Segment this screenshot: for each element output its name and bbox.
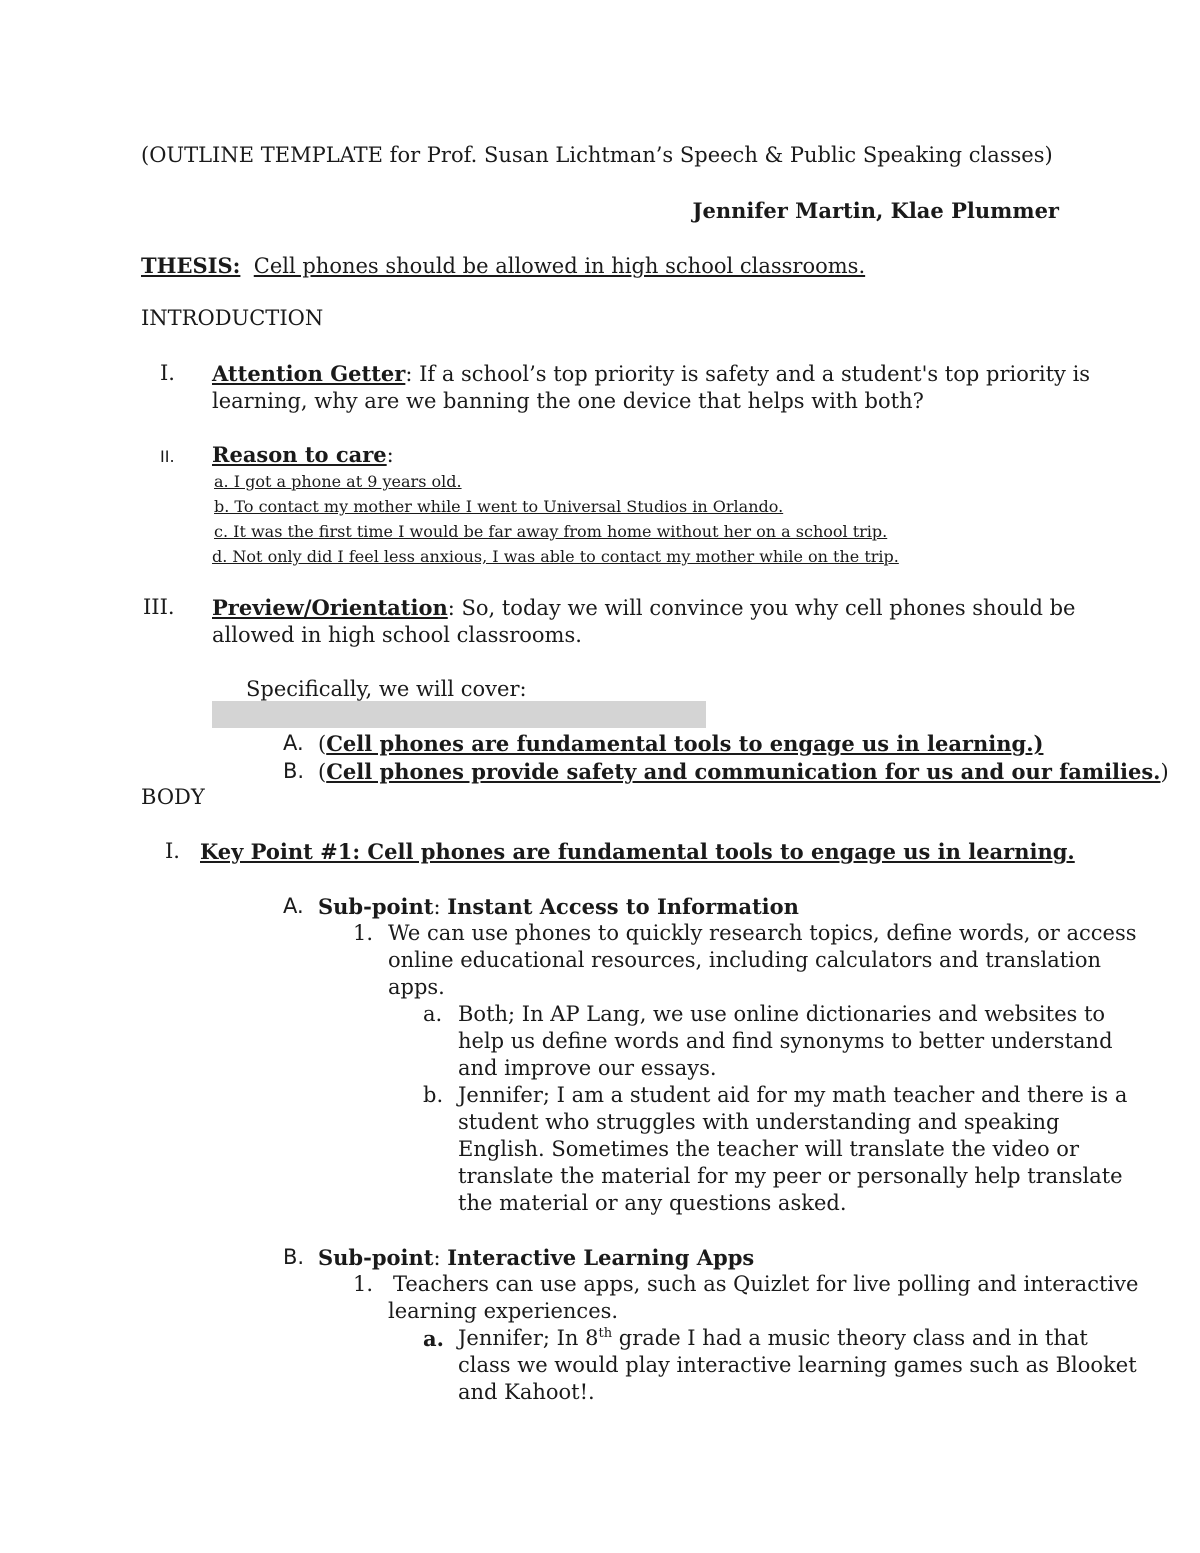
attention-label: Attention Getter <box>212 361 406 386</box>
sub-b-a-post: grade I had a music theory class and in that <box>612 1326 1088 1350</box>
preview-point-text: Cell phones are fundamental tools to engage us in learning.) <box>326 731 1044 756</box>
preview-line-1 <box>212 594 1075 622</box>
sub-a-colon: : <box>433 895 441 919</box>
preview-point-marker: B. <box>283 759 305 783</box>
highlight-block <box>212 701 706 728</box>
preview-point <box>318 730 1043 758</box>
sub-a-b-line: English. Sometimes the teacher will translate the video or <box>458 1137 1079 1161</box>
reason-item: d. Not only did I feel less anxious, I was able to contact my mother while on the trip. <box>212 547 899 566</box>
sub-b-a-line <box>458 1325 1088 1352</box>
specifically-text: Specifically, we will cover: <box>246 677 527 701</box>
thesis-line <box>141 252 865 280</box>
sub-a-marker: A. <box>283 894 304 918</box>
preview-label: Preview/Orientation <box>212 595 448 620</box>
reason-numeral: II. <box>160 447 175 466</box>
reason-label: Reason to care <box>212 442 387 467</box>
body-heading: BODY <box>141 785 205 809</box>
sub-b-label: Sub-point <box>318 1245 434 1270</box>
preview-point-open: ( <box>318 760 327 784</box>
sub-a-b-marker: b. <box>423 1083 444 1107</box>
sub-a-item-num: 1. <box>353 921 374 945</box>
sub-b-a-marker: a. <box>423 1326 444 1351</box>
sub-a-b-line: student who struggles with understanding and speaking <box>458 1110 1060 1134</box>
sub-b-item-line: learning experiences. <box>388 1299 619 1323</box>
sub-a-a-line: and improve our essays. <box>458 1056 717 1080</box>
sub-a-title: Instant Access to Information <box>447 894 799 919</box>
sub-a-label: Sub-point <box>318 894 434 919</box>
sub-b-item-num: 1. <box>353 1272 374 1296</box>
sub-a-heading <box>318 893 799 921</box>
sub-a-item-line: We can use phones to quickly research topics, define words, or access <box>388 921 1137 945</box>
sub-b-a-line: class we would play interactive learning games such as Blooket <box>458 1353 1137 1377</box>
preview-text-2: allowed in high school classrooms. <box>212 623 582 647</box>
attention-line-1 <box>212 360 1090 388</box>
sub-b-colon: : <box>433 1246 441 1270</box>
thesis-label: THESIS: <box>141 253 241 278</box>
preview-point <box>318 758 1169 786</box>
preview-point-marker: A. <box>283 731 304 755</box>
attention-text-1: : If a school’s top priority is safety and a student's top priority is <box>405 362 1091 386</box>
preview-point-text: Cell phones provide safety and communication for us and our families. <box>326 759 1161 784</box>
template-note: (OUTLINE TEMPLATE for Prof. Susan Lichtman’s Speech & Public Speaking classes) <box>141 143 1053 167</box>
sub-b-title: Interactive Learning Apps <box>447 1245 755 1270</box>
reason-colon: : <box>386 443 394 467</box>
preview-text-1: : So, today we will convince you why cell phones should be <box>447 596 1076 620</box>
sub-a-a-line: Both; In AP Lang, we use online dictionaries and websites to <box>458 1002 1106 1026</box>
preview-point-open: ( <box>318 732 327 756</box>
reason-item: b. To contact my mother while I went to Universal Studios in Orlando. <box>214 497 784 516</box>
key-point-title: Key Point #1: Cell phones are fundamental tools to engage us in learning. <box>200 839 1075 864</box>
sub-b-item-line: Teachers can use apps, such as Quizlet for live polling and interactive <box>393 1272 1139 1296</box>
introduction-heading: INTRODUCTION <box>141 306 324 330</box>
sub-a-b-line: the material or any questions asked. <box>458 1191 847 1215</box>
preview-numeral: III. <box>143 595 175 619</box>
sub-a-b-line: Jennifer; I am a student aid for my math teacher and there is a <box>458 1083 1128 1107</box>
sub-b-marker: B. <box>283 1245 305 1269</box>
sub-b-a-sup: th <box>598 1326 613 1341</box>
sub-b-a-pre: Jennifer; In 8 <box>458 1326 599 1350</box>
preview-point-close: ) <box>1160 760 1169 784</box>
sub-a-b-line: translate the material for my peer or personally help translate <box>458 1164 1123 1188</box>
reason-item: a. I got a phone at 9 years old. <box>214 472 462 491</box>
sub-b-a-line: and Kahoot!. <box>458 1380 595 1404</box>
sub-a-item-line: online educational resources, including calculators and translation <box>388 948 1102 972</box>
attention-text-2: learning, why are we banning the one device that helps with both? <box>212 389 924 413</box>
reason-heading <box>212 441 394 469</box>
sub-a-item-line: apps. <box>388 975 445 999</box>
thesis-text: Cell phones should be allowed in high school classrooms. <box>253 254 866 278</box>
attention-numeral: I. <box>160 361 175 385</box>
sub-b-heading <box>318 1244 754 1272</box>
reason-item: c. It was the first time I would be far away from home without her on a school trip. <box>214 522 888 541</box>
sub-a-a-line: help us define words and find synonyms to better understand <box>458 1029 1113 1053</box>
key-point-numeral: I. <box>165 839 180 863</box>
sub-a-a-marker: a. <box>423 1002 443 1026</box>
author-names: Jennifer Martin, Klae Plummer <box>692 198 1059 223</box>
